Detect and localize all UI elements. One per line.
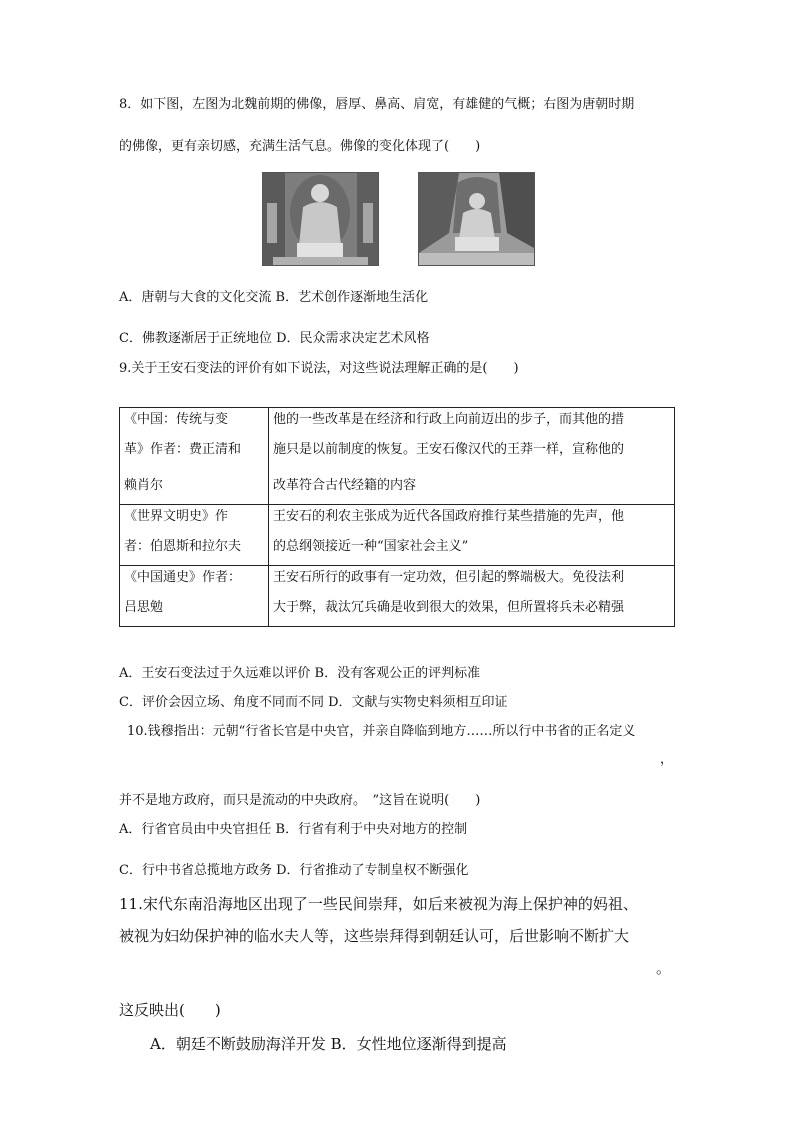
source-line: 吕思勉 [124, 600, 164, 615]
q11-stem-line1: 11.宋代东南沿海地区出现了一些民间崇拜，如后来被视为海上保护神的妈祖、 [119, 895, 638, 913]
source-cell [120, 566, 269, 627]
q8-stem-line1: 8．如下图，左图为北魏前期的佛像，唇厚、鼻高、肩宽，有雄健的气概；右图为唐朝时期 [119, 97, 635, 112]
text-line: 施只是以前制度的恢复。王安石像汉代的王莽一样，宣称他的 [273, 442, 625, 457]
table-row [120, 505, 675, 566]
q11-stem-line2: 被视为妇幼保护神的临水夫人等，这些崇拜得到朝廷认可，后世影响不断扩大 [119, 927, 630, 945]
text-cell [269, 505, 675, 566]
q8-stem-line2: 的佛像，更有亲切感，充满生活气息。佛像的变化体现了( ) [119, 139, 481, 154]
q9-option-cd: C．评价会因立场、角度不同而不同 D．文献与实物史料须相互印证 [119, 695, 508, 710]
source-cell [120, 505, 269, 566]
q10-stem-line2: 并不是地方政府，而只是流动的中央政府。 ”这旨在说明( ) [119, 793, 481, 808]
text-line: 的总纲领接近一种“国家社会主义” [273, 539, 469, 554]
source-line: 赖肖尔 [124, 478, 164, 493]
table-row [120, 566, 675, 627]
q9-option-ab: A．王安石变法过于久远难以评价 B．没有客观公正的评判标准 [119, 666, 481, 681]
source-line: 《中国通史》作者： [124, 570, 242, 585]
text-line: 大于弊，裁汰冗兵确是收到很大的效果，但所置将兵未必精强 [273, 600, 625, 615]
buddha-statue-tang-icon [418, 172, 535, 266]
q9-evaluation-table [119, 407, 675, 627]
q9-stem: 9.关于王安石变法的评价有如下说法，对这些说法理解正确的是( ) [119, 361, 519, 376]
q10-option-cd: C．行中书省总揽地方政务 D．行省推动了专制皇权不断强化 [119, 863, 469, 878]
text-cell [269, 566, 675, 627]
text-line: 改革符合古代经籍的内容 [273, 478, 417, 493]
buddha-statue-northern-wei-icon [262, 172, 379, 266]
q10-trailing-comma: ， [660, 752, 674, 767]
text-line: 他的一些改革是在经济和行政上向前迈出的步子，而其他的措 [273, 412, 625, 427]
source-cell [120, 408, 269, 505]
table-row [120, 408, 675, 505]
source-line: 《世界文明史》作 [124, 509, 229, 524]
q8-option-cd: C．佛教逐渐居于正统地位 D．民众需求决定艺术风格 [119, 331, 430, 346]
q10-option-ab: A．行省官员由中央官担任 B．行省有利于中央对地方的控制 [119, 822, 468, 837]
text-line: 王安石所行的政事有一定功效，但引起的弊端极大。免役法利 [273, 570, 625, 585]
source-line: 《中国：传统与变 [124, 412, 229, 427]
text-cell [269, 408, 675, 505]
q10-stem-line1: 10.钱穆指出：元朝“行省长官是中央官，并亲自降临到地方……所以行中书省的正名定义 [127, 724, 636, 739]
q11-trailing-period: 。 [656, 959, 672, 977]
q8-option-ab: A．唐朝与大食的文化交流 B．艺术创作逐渐地生活化 [119, 290, 429, 305]
source-line: 革》作者：费正清和 [124, 442, 242, 457]
source-line: 者：伯恩斯和拉尔夫 [124, 539, 242, 554]
q11-option-ab: A．朝廷不断鼓励海洋开发 B．女性地位逐渐得到提高 [150, 1035, 507, 1053]
q11-stem-line3: 这反映出( ) [119, 1001, 221, 1019]
text-line: 王安石的利农主张成为近代各国政府推行某些措施的先声，他 [273, 509, 625, 524]
